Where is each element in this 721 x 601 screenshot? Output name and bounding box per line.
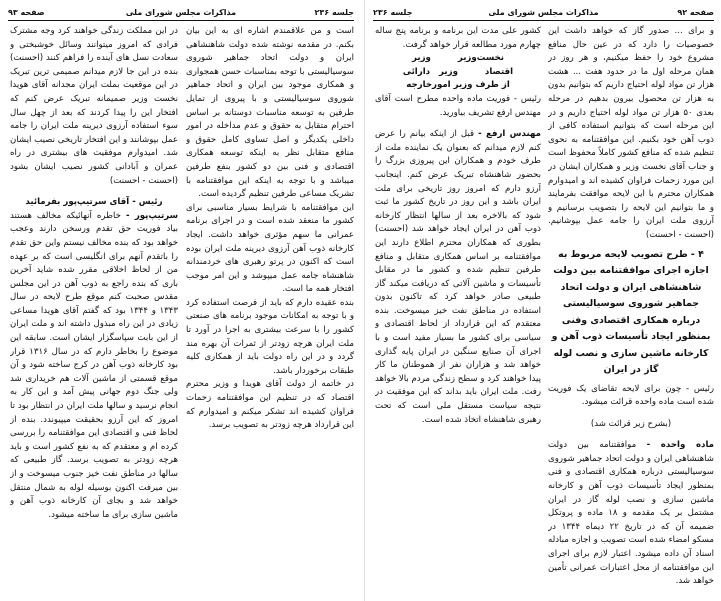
right-page xyxy=(364,0,721,601)
paragraph: در این مملکت زندگی خواهند کرد وجه مشترک فرادی که امروز میتوانند وسائل خوشبختی و سعادت نسل های آینده را فراهم کنند (احسنت) بنده در این جا لازم میدانم صمیمی ترین تبریک در این موقعیت بملت ایران مجدانه آقای هویدا نخست وزیر صمیمانه تبریک عرض کنم که افتخار این را پیدا کردند که بعد از چهل سال سوء استفاده آرزوی دیرینه ملت ایران را جامه عمل بپوشانند و این افتخار تاریخی نصیب ایشان شد. امیدوارم موفقیت های بیشتری در راه عمران و آبادانی کشور نصیب ایشان بشود (احسنت - احسنت) xyxy=(10,26,178,186)
paragraph: است و من علاقمندم اشاره ای به این بیان بکنم. در مقدمه نوشته شده دولت شاهنشاهی ایران و دولت اتحاد جماهیر شوروی سوسیالیستی با توجه بمناسبات حسن همجواری و همکاری موجود بین ایران و اتحاد جماهیر شوروی سوسیالیستی و با پیروی از تمایل طرفین به توسعه مناسبات دوستانه بر اساس احترام متقابل به حقوق و عدم مداخله در امور داخلی یکدیگر و اصل تساوی کامل حقوق و منافع متقابل نظر به اینکه توسعه همکاری اقتصادی و فنی بین دو کشور بنفع طرفین میباشد و با توجه به اینکه این موافقتنامه با تشریک مساعی طرفین تنظیم گردیده است. xyxy=(186,26,354,200)
page-header xyxy=(373,6,714,21)
text-column-right xyxy=(548,25,714,601)
signatures xyxy=(375,52,541,79)
session-number: جلسه ۲۳۶ xyxy=(314,8,354,17)
page-number: صفحه ۹۲ xyxy=(677,8,714,17)
paragraph: این موافقتنامه با شرایط بسیار مناسبی برای کشور ما منعقد شده است و در اجرای برنامه عمرانی ما سهم مؤثری خواهد داشت. ایجاد کارخانه ذوب آهن آرزوی دیرینه ملت ایران بوده است که اکنون در پرتو رهبری های خردمندانه شاهنشاه جامه عمل میپوشد و این امر موجب افتخار همه ما است. xyxy=(186,202,354,295)
agenda-heading: ۴ - طرح تصویب لایحه مربوط به اجازه اجرای موافقتنامه بین دولت شاهنشاهی ایران و دولت اتحاد جماهیر شوروی سوسیالیستی درباره همکاری اقتصادی وفنی بمنظور ایجاد تأسیسات ذوب آهن و کارخانه ماشین سازی و نصب لوله گاز در ایران xyxy=(551,248,711,375)
text-column-left xyxy=(10,25,178,601)
paragraph: و برای ... صدور گاز که خواهد داشت این خصوصیات را دارد که در عین حال منافع مشروع خود را حفظ میکنیم، و هر روز در همان مرحله اول ما در حدود هفت ... هشت هزار تن مواد لوله احتیاج داریم که بتوانیم بدون به هزار تن محصول بیرون بدهیم در مرحله بعدی ۵۰ هزار تن مواد لوله احتیاج داریم و در این مرحله است که بتوانیم استفاده کافی از ذوب آهن خود بکنیم. این موافقتنامه به نحوی تنظیم شده که منافع کشور کاملاً محفوظ است و جناب آقای نخست وزیر و همکاران ایشان در این مورد زحمات فراوان کشیده اند و امیدوارم همکاران محترم با این لایحه موافقت بفرمایند و ما بتوانیم این لایحه را بتصویب برسانیم و آرزوی ملت ایران را جامه عمل بپوشانیم. (احسنت - احسنت) xyxy=(548,26,714,240)
president-line: رئیس - چون برای لایحه تقاضای یک فوریت شده است ماده واحده قرائت میشود. xyxy=(548,383,714,408)
president-line: رئیس - آقای سرتیپ‌پور بفرمائید xyxy=(25,197,163,208)
session-number: جلسه ۲۳۶ xyxy=(373,8,413,17)
paragraph: کشور علی مدت این برنامه و برنامه پنج ساله چهارم مورد مطالعه قرار خواهد گرفت. xyxy=(375,26,541,50)
text-column-left xyxy=(375,25,541,601)
president-line: رئیس - فوریت ماده واحده مطرح است آقای مهندس ارفع تشریف بیاورید. xyxy=(375,93,541,118)
speaker-name: مهندس ارفع - xyxy=(478,129,541,140)
speech xyxy=(375,128,541,427)
speech-text: قبل از اینکه بیانم را عرض کنم لازم میدانم که بعنوان یک نماینده ملت از طرف خودم و همکاران این پیروزی بزرگ را بحضور شاهنشاه تبریک عرض کنم. اینجانب آرزو دارم که امروز روز تاریخی برای ملت ایران باشد و این روز در تاریخ کشور ما ثبت شود که بالاخره بعد از سالها انتظار کارخانه ذوب آهن در ایران ایجاد خواهد شد (احسنت) بطوری که همکاران محترم اطلاع دارند این موافقتنامه بر اساس همکاری متقابل و منافع طرفین تنظیم شده و کشور ما در مقابل تأسیسات و ماشین آلاتی که دریافت میکند گاز طبیعی صادر خواهد کرد که تاکنون بدون استفاده در مناطق نفت خیز میسوخت. بنده معتقدم که این قرارداد از لحاظ اقتصادی و سیاسی برای کشور ما بسیار مفید است و با اجرای آن صنایع سنگین در ایران پایه گذاری خواهد شد و هزاران نفر از هموطنان ما کار پیدا خواهند کرد و سطح زندگی مردم بالا خواهد رفت. ملت ایران باید بداند که این موفقیت در نتیجه سیاست مستقل ملی است که تحت رهبری شاهنشاه اتخاذ شده است. xyxy=(375,129,541,425)
speech-text: خاطره آنهائیکه مخالف هستند بیاد فوریت حق تقدم ورسخن دارند وعجب خواهد بود که بنده مخالف نیستم واین حق تقدم را باتقدم آنهم برای انگلیسی است که بر عهده من از لحاظ اخلاقی مقرر شده شاید آخرین باری که بنده راجع به ذوب آهن در این مجلس مقدس صحبت کنم موقع طرح لایحه در سال ۱۳۴۳ و ۱۳۴۴ بود که گفتم آقای هویدا مساعی زیادی در این راه مبذول داشته اند و ملت ایران از این بابت سپاسگزار ایشان است. سابقه این موضوع را بخاطر دارم که در سال ۱۳۱۶ قرار بود کارخانه ذوب آهن در کرج ساخته شود و آن موقع قسمتی از ماشین آلات هم خریداری شد ولی جنگ دوم جهانی پیش آمد و این کار به انجام نرسید و سالها ملت ایران در انتظار بود تا امروز که این آرزو بحقیقت میپیوندد. بنده از لحاظ فنی و اقتصادی این موافقتنامه را بررسی کرده ام و معتقدم که به نفع کشور است و باید هرچه زودتر به تصویب برسد. گاز طبیعی که سالها در مناطق نفت خیز جنوب میسوخت و از بین میرفت اکنون بوسیله لوله به شمال منتقل خواهد شد و بجای آن کارخانه ذوب آهن و ماشین سازی برای ما ساخته میشود. xyxy=(10,210,178,520)
signature-foreign: از طرف وزیر امورخارجه xyxy=(406,80,510,91)
paragraph: بنده عقیده دارم که باید از فرصت استفاده کرد و با توجه به امکانات موجود برنامه های صنعتی کشور را با سرعت بیشتری به اجرا در آورد تا ملت ایران هرچه زودتر از ثمرات آن بهره مند گردد و در این راه دولت باید از همکاری کلیه طبقات برخوردار باشد. xyxy=(186,297,354,376)
running-title: مذاکرات مجلس شورای ملی xyxy=(125,8,237,17)
read-note: (بشرح زیر قرائت شد) xyxy=(590,418,672,429)
article xyxy=(548,439,714,589)
page-number: صفحه ۹۳ xyxy=(8,8,45,17)
speaker-name: سرتیپ‌پور - xyxy=(125,210,178,221)
signature-economy: وزیر اقتصاد xyxy=(412,53,514,77)
running-title: مذاکرات مجلس شورای ملی xyxy=(488,8,599,17)
page-header xyxy=(8,6,354,21)
signature-pm: نخست‌وزیر xyxy=(457,53,504,64)
article-text: موافقتنامه بین دولت شاهنشاهی ایران و دولت اتحاد جماهیر شوروی سوسیالیستی درباره همکاری اقتصادی و فنی بمنظور ایجاد تأسیسات ذوب آهن و کارخانه ماشین سازی و نصب لوله گاز در ایران مشتمل بر یک مقدمه و ۱۸ ماده و پروتکل ضمیمه آن که در تاریخ ۲۲ دیماه ۱۳۴۴ در مسکو امضاء شده است تصویب و اجازه مبادله اسناد آن داده میشود. اعتبار لازم برای اجرای این موافقتنامه از محل اعتبارات عمرانی تأمین خواهد شد. xyxy=(548,440,714,587)
speech xyxy=(10,210,178,523)
text-column-right xyxy=(186,25,354,601)
signature-finance: وزیر دارائی xyxy=(402,66,458,77)
paragraph: در خاتمه از دولت آقای هویدا و وزیر محترم اقتصاد که در تنظیم این موافقتنامه زحمات فراوان کشیده اند تشکر میکنم و امیدوارم که این قرارداد هرچه زودتر به تصویب برسد. xyxy=(186,379,354,431)
article-label: ماده واحده - xyxy=(646,440,714,451)
